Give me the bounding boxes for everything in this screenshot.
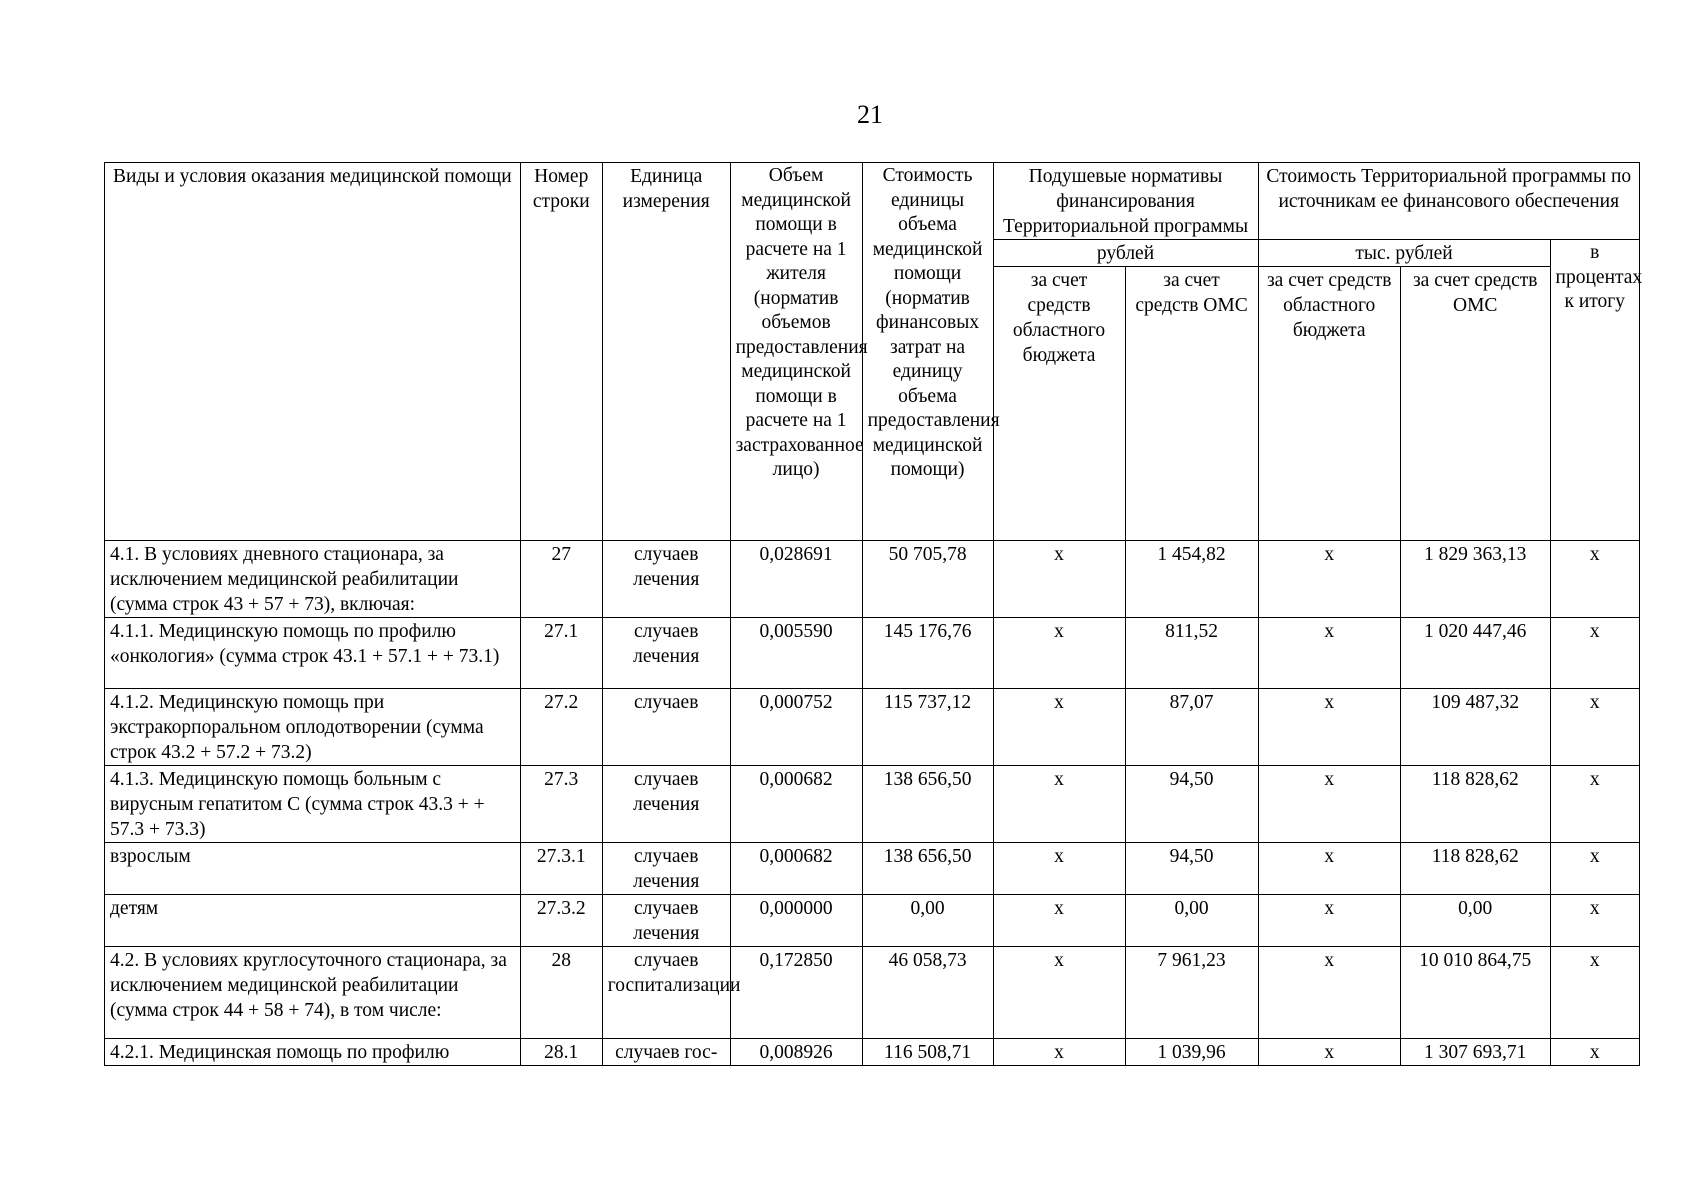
table-row (105, 947, 1640, 1039)
row-volume: 0,000682 (730, 843, 862, 895)
header-regional-budget-thousand: за счет средств областного бюджета (1258, 267, 1400, 541)
row-cost: 50 705,78 (862, 541, 993, 618)
row-oms-rub: 0,00 (1125, 895, 1258, 947)
row-oms-thousand: 10 010 864,75 (1400, 947, 1550, 1039)
row-oms-thousand: 1 829 363,13 (1400, 541, 1550, 618)
row-number: 27 (520, 541, 602, 618)
row-budget-rub: х (993, 947, 1125, 1039)
row-budget-rub: х (993, 1039, 1125, 1066)
row-oms-rub: 1 039,96 (1125, 1039, 1258, 1066)
table-body (105, 541, 1640, 1066)
header-percent: в процентах к итогу (1550, 240, 1639, 541)
row-number: 28 (520, 947, 602, 1039)
row-volume: 0,005590 (730, 618, 862, 689)
header-thousand-rubles: тыс. рублей (1258, 240, 1550, 267)
header-type: Виды и условия оказания медицинской помощи (105, 163, 521, 541)
row-budget-rub: х (993, 895, 1125, 947)
row-oms-rub: 87,07 (1125, 689, 1258, 766)
header-program-cost: Стоимость Территориальной программы по источникам ее финансового обеспечения (1258, 163, 1639, 240)
row-name: 4.1.1. Медицинскую помощь по профилю «онкология» (сумма строк 43.1 + 57.1 + + 73.1) (105, 618, 521, 689)
table-row (105, 895, 1640, 947)
row-number: 28.1 (520, 1039, 602, 1066)
row-unit: случаев лечения (602, 618, 730, 689)
financing-table (104, 162, 1643, 1066)
row-unit: случаев лечения (602, 541, 730, 618)
table-row (105, 1039, 1640, 1066)
row-oms-rub: 811,52 (1125, 618, 1258, 689)
header-per-capita: Подушевые нормативы финансирования Территориальной программы (993, 163, 1258, 240)
row-percent: х (1550, 895, 1639, 947)
row-budget-rub: х (993, 618, 1125, 689)
row-cost: 138 656,50 (862, 843, 993, 895)
header-rubles: рублей (993, 240, 1258, 267)
row-budget-rub: х (993, 541, 1125, 618)
row-unit: случаев лечения (602, 843, 730, 895)
row-name: 4.2.1. Медицинская помощь по профилю (105, 1039, 521, 1066)
row-name: 4.1. В условиях дневного стационара, за исключением медицинской реабилитации (сумма строк 43 + 57 + 73), включая: (105, 541, 521, 618)
table-row (105, 766, 1640, 843)
row-percent: х (1550, 1039, 1639, 1066)
row-volume: 0,000752 (730, 689, 862, 766)
row-oms-thousand: 109 487,32 (1400, 689, 1550, 766)
row-budget-thousand: х (1258, 947, 1400, 1039)
row-percent: х (1550, 947, 1639, 1039)
row-volume: 0,172850 (730, 947, 862, 1039)
row-cost: 116 508,71 (862, 1039, 993, 1066)
header-oms-thousand: за счет средств ОМС (1400, 267, 1550, 541)
row-name: 4.1.3. Медицинскую помощь больным с вирусным гепатитом С (сумма строк 43.3 + + 57.3 + 73.3) (105, 766, 521, 843)
row-cost: 138 656,50 (862, 766, 993, 843)
row-unit: случаев (602, 689, 730, 766)
row-volume: 0,008926 (730, 1039, 862, 1066)
table-row (105, 843, 1640, 895)
row-cost: 115 737,12 (862, 689, 993, 766)
row-budget-rub: х (993, 766, 1125, 843)
row-percent: х (1550, 843, 1639, 895)
row-cost: 145 176,76 (862, 618, 993, 689)
header-unit-cost: Стоимость единицы объема медицинской помощи (норматив финансовых затрат на единицу объема предоставления медицинской помощи) (862, 163, 993, 541)
row-number: 27.3 (520, 766, 602, 843)
row-oms-thousand: 1 020 447,46 (1400, 618, 1550, 689)
row-oms-rub: 7 961,23 (1125, 947, 1258, 1039)
row-cost: 0,00 (862, 895, 993, 947)
header-volume: Объем медицинской помощи в расчете на 1 жителя (норматив объемов предоставления медицинской помощи в расчете на 1 застрахованное лицо) (730, 163, 862, 541)
row-unit: случаев лечения (602, 766, 730, 843)
table-row (105, 618, 1640, 689)
row-oms-thousand: 118 828,62 (1400, 766, 1550, 843)
row-name: 4.1.2. Медицинскую помощь при экстракорпоральном оплодотворении (сумма строк 43.2 + 57.2 + 73.2) (105, 689, 521, 766)
row-number: 27.2 (520, 689, 602, 766)
table-row (105, 541, 1640, 618)
row-budget-thousand: х (1258, 766, 1400, 843)
header-row-number: Номер строки (520, 163, 602, 541)
row-oms-rub: 94,50 (1125, 843, 1258, 895)
row-volume: 0,000000 (730, 895, 862, 947)
row-budget-thousand: х (1258, 843, 1400, 895)
row-name: взрослым (105, 843, 521, 895)
row-percent: х (1550, 541, 1639, 618)
row-unit: случаев лечения (602, 895, 730, 947)
row-volume: 0,028691 (730, 541, 862, 618)
row-oms-thousand: 118 828,62 (1400, 843, 1550, 895)
row-percent: х (1550, 618, 1639, 689)
row-volume: 0,000682 (730, 766, 862, 843)
row-budget-thousand: х (1258, 895, 1400, 947)
table-row (105, 689, 1640, 766)
row-budget-rub: х (993, 843, 1125, 895)
row-unit: случаев госпитализации (602, 947, 730, 1039)
header-regional-budget-rub: за счет средств областного бюджета (993, 267, 1125, 541)
row-oms-rub: 1 454,82 (1125, 541, 1258, 618)
row-budget-thousand: х (1258, 1039, 1400, 1066)
row-budget-thousand: х (1258, 689, 1400, 766)
row-oms-thousand: 1 307 693,71 (1400, 1039, 1550, 1066)
row-cost: 46 058,73 (862, 947, 993, 1039)
row-name: 4.2. В условиях круглосуточного стационара, за исключением медицинской реабилитации (сумма строк 44 + 58 + 74), в том числе: (105, 947, 521, 1039)
row-percent: х (1550, 766, 1639, 843)
row-percent: х (1550, 689, 1639, 766)
row-oms-thousand: 0,00 (1400, 895, 1550, 947)
row-oms-rub: 94,50 (1125, 766, 1258, 843)
row-unit: случаев гос- (602, 1039, 730, 1066)
row-budget-thousand: х (1258, 618, 1400, 689)
row-number: 27.3.2 (520, 895, 602, 947)
row-number: 27.3.1 (520, 843, 602, 895)
row-budget-rub: х (993, 689, 1125, 766)
row-name: детям (105, 895, 521, 947)
row-budget-thousand: х (1258, 541, 1400, 618)
row-number: 27.1 (520, 618, 602, 689)
page-number: 21 (857, 100, 883, 129)
header-oms-rub: за счет средств ОМС (1125, 267, 1258, 541)
header-unit: Единица измерения (602, 163, 730, 541)
